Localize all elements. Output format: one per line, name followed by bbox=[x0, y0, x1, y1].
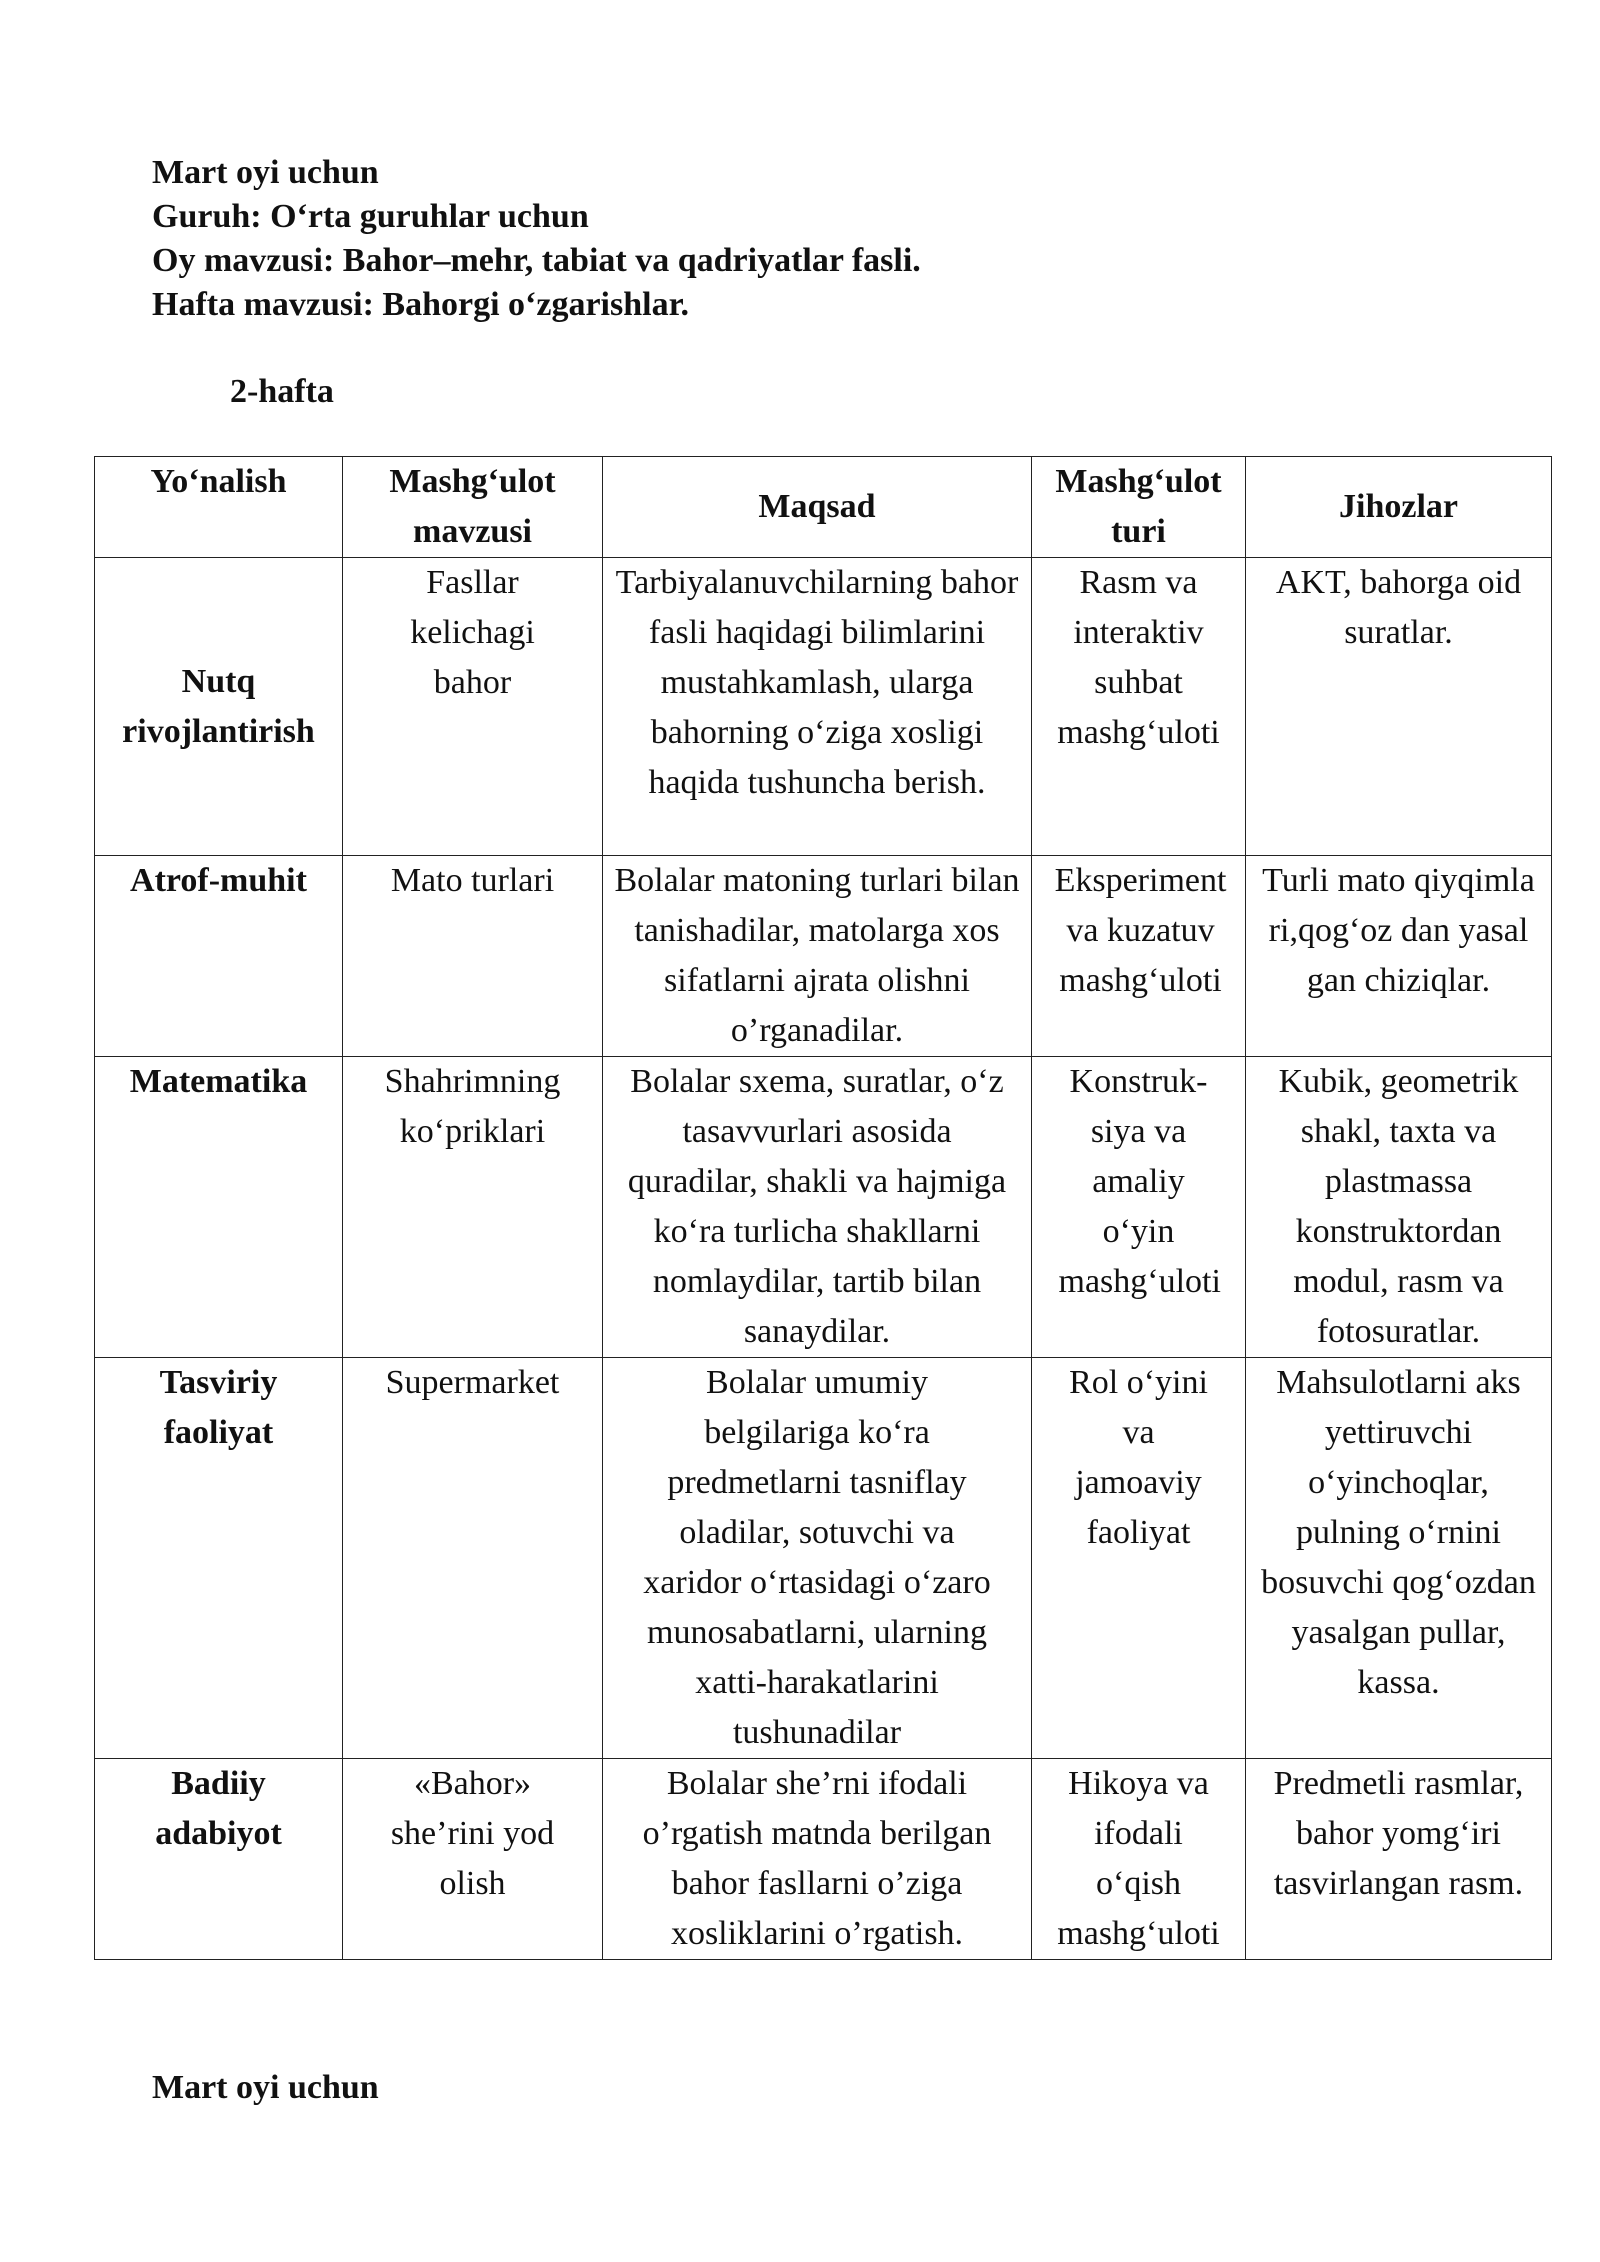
row-goal: Tarbiyalanuvchilarning bahor fasli haqidagi bilimlarini mustahkamlash, ularga bahorning o‘ziga xosligi haqida tushuncha berish. bbox=[603, 558, 1032, 856]
row-type bbox=[1032, 856, 1246, 1057]
row-goal-text: Bolalar sxema, suratlar, o‘z tasavvurlari asosida quradilar, shakli va hajmiga ko‘ra turlicha shakllarni nomlaydilar, tartib bilan sanaydilar. bbox=[627, 1063, 1007, 1350]
row-type bbox=[1032, 558, 1246, 856]
row-direction-text: Tasviriy faoliyat bbox=[159, 1364, 278, 1451]
row-goal bbox=[603, 1759, 1032, 1960]
row-equipment-text: Turli mato qiyqimlari,qog‘oz dan yasalgan chiziqlar. bbox=[1262, 862, 1535, 999]
row-equipment-text: Predmetli rasmlar, bahor yomg‘iri tasvirlangan rasm. bbox=[1273, 1765, 1524, 1902]
row-goal-text: Bolalar she’rni ifodali o’rgatish matnda berilgan bahor fasllarni o’ziga xosliklarini o’rgatish. bbox=[642, 1765, 992, 1952]
header-month-theme: Oy mavzusi: Bahor–mehr, tabiat va qadriyatlar fasli. bbox=[152, 242, 921, 279]
header-group: Guruh: O‘rta guruhlar uchun bbox=[152, 198, 589, 235]
header-month: Mart oyi uchun bbox=[152, 154, 379, 191]
row-direction: Matematika bbox=[95, 1057, 343, 1358]
row-type-text: Hikoya va ifodali o‘qish mashg‘uloti bbox=[1057, 1765, 1220, 1952]
footer-month-title: Mart oyi uchun bbox=[152, 2069, 379, 2106]
row-topic bbox=[343, 1759, 603, 1960]
column-header-type-text: Mashg‘ulot turi bbox=[1055, 463, 1222, 550]
row-type bbox=[1032, 1358, 1246, 1759]
row-goal-text: Bolalar umumiy belgilariga ko‘ra predmetlarni tasniflay oladilar, sotuvchi va xaridor o‘rtasidagi o‘zaro munosabatlarni, ularning xatti-harakatlarini tushunadilar bbox=[643, 1364, 991, 1751]
document-header bbox=[152, 151, 921, 327]
row-goal: Bolalar matoning turlari bilan tanishadilar, matolarga xos sifatlarni ajrata olishni o’rganadilar. bbox=[603, 856, 1032, 1057]
row-goal bbox=[603, 1358, 1032, 1759]
column-header-direction: Yo‘nalish bbox=[95, 457, 343, 558]
table-row bbox=[95, 558, 1552, 856]
header-week-theme: Hafta mavzusi: Bahorgi o‘zgarishlar. bbox=[152, 286, 690, 323]
row-direction-text: Badiiy adabiyot bbox=[155, 1765, 282, 1852]
row-equipment bbox=[1246, 1759, 1552, 1960]
row-type-text: Konstruk-siya va amaliy o‘yin mashg‘uloti bbox=[1058, 1063, 1221, 1300]
row-topic bbox=[343, 558, 603, 856]
row-topic-text: Fasllar kelichagi bahor bbox=[410, 564, 535, 701]
row-direction: Atrof-muhit bbox=[95, 856, 343, 1057]
row-equipment: AKT, bahorga oid suratlar. bbox=[1246, 558, 1552, 856]
row-topic: Mato turlari bbox=[343, 856, 603, 1057]
lesson-plan-table bbox=[94, 456, 1552, 1960]
row-equipment bbox=[1246, 856, 1552, 1057]
column-header-equipment: Jihozlar bbox=[1246, 457, 1552, 558]
column-header-topic bbox=[343, 457, 603, 558]
column-header-goal: Maqsad bbox=[603, 457, 1032, 558]
row-topic-text: «Bahor» she’rini yod olish bbox=[390, 1765, 555, 1902]
row-type-text: Rol o‘yini va jamoaviy faoliyat bbox=[1069, 1364, 1208, 1551]
row-equipment-text: Kubik, geometrik shakl, taxta va plastmassa konstruktordan modul, rasm va fotosuratlar. bbox=[1278, 1063, 1519, 1350]
row-equipment bbox=[1246, 1358, 1552, 1759]
row-topic-text: Shahrimning ko‘priklari bbox=[384, 1063, 561, 1150]
row-type-text: Eksperiment va kuzatuv mashg‘uloti bbox=[1054, 862, 1227, 999]
table-row bbox=[95, 856, 1552, 1057]
row-direction bbox=[95, 1358, 343, 1759]
row-goal bbox=[603, 1057, 1032, 1358]
week-label: 2-hafta bbox=[230, 373, 334, 410]
table-header-row bbox=[95, 457, 1552, 558]
row-topic bbox=[343, 1057, 603, 1358]
row-type-text: Rasm va interaktiv suhbat mashg‘uloti bbox=[1057, 564, 1220, 751]
row-direction: Nutq rivojlantirish bbox=[95, 558, 343, 856]
table-row bbox=[95, 1057, 1552, 1358]
row-equipment bbox=[1246, 1057, 1552, 1358]
row-topic: Supermarket bbox=[343, 1358, 603, 1759]
table-row bbox=[95, 1759, 1552, 1960]
row-type bbox=[1032, 1057, 1246, 1358]
column-header-topic-text: Mashg‘ulot mavzusi bbox=[389, 463, 556, 550]
row-equipment-text: Mahsulotlarni aks yettiruvchi o‘yinchoqlar, pulning o‘rnini bosuvchi qog‘ozdan yasalgan pullar, kassa. bbox=[1261, 1364, 1536, 1701]
table-row bbox=[95, 1358, 1552, 1759]
column-header-type bbox=[1032, 457, 1246, 558]
row-type bbox=[1032, 1759, 1246, 1960]
row-direction bbox=[95, 1759, 343, 1960]
